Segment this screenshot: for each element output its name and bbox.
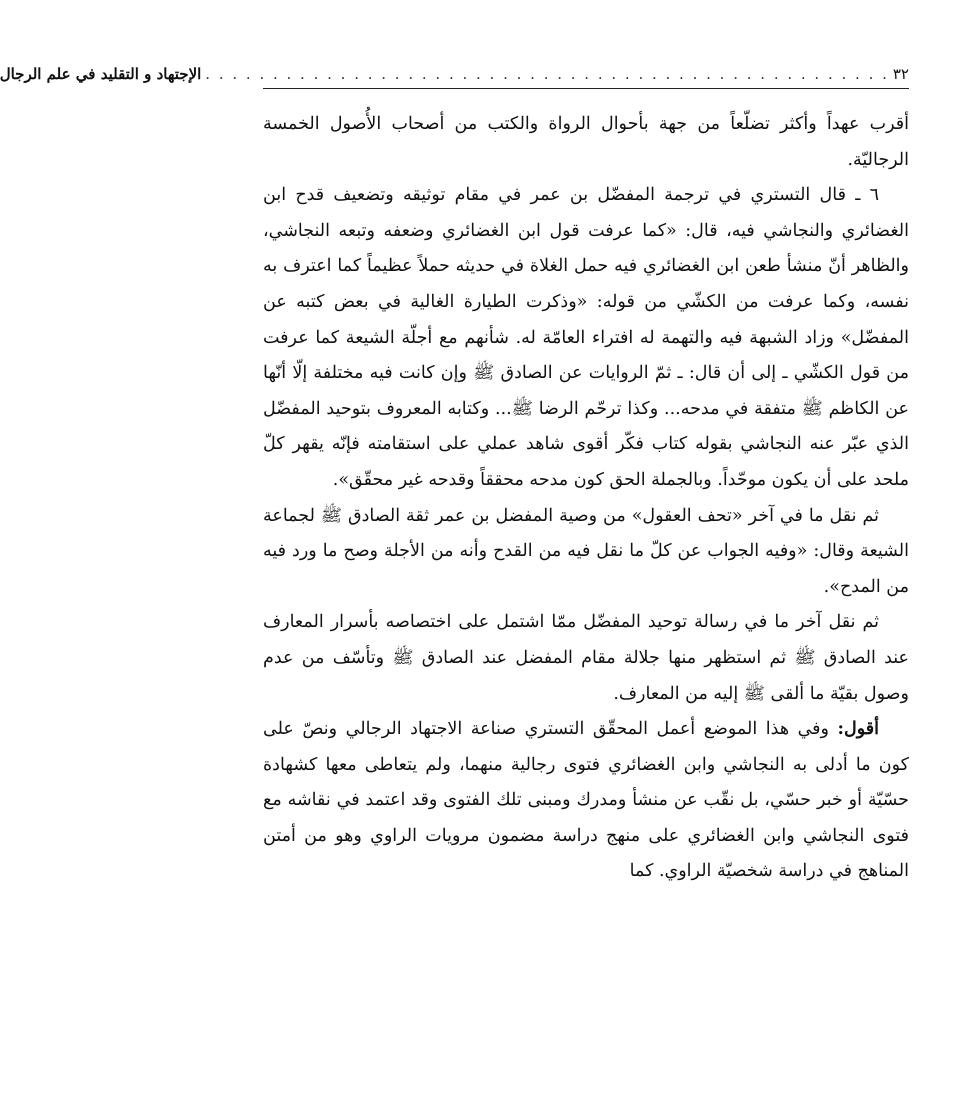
body-text [263, 107, 909, 890]
dot-leader: . . . . . . . . . . . . . . . . . . . . . . . . . . . . . . . . . . . . . . . . . . . . . . . . . . . [205, 65, 889, 83]
paragraph-tuhaf-al-uqul: ثم نقل ما في آخر «تحف العقول» من وصية المفضل بن عمر ثقة الصادق ﷺ لجماعة الشيعة وقال: «وفيه الجواب عن كلّ ما نقل فيه من القدح وأنه من الأجلة وصح ما ورد فيه من المدح». [263, 505, 909, 597]
header-title: الإجتهاد و التقليد في علم الرجال [0, 65, 202, 83]
paragraph-author-comment [263, 712, 909, 890]
comment-lead-word: أقول: [837, 719, 879, 740]
paragraph-continuation: أقرب عهداً وأكثر تضلّعاً من جهة بأحوال الرواة والكتب من أصحاب الأُصول الخمسة الرجاليّة. [263, 114, 909, 170]
document-page [0, 62, 909, 890]
paragraph-tawhid-risala: ثم نقل آخر ما في رسالة توحيد المفضّل ممّا اشتمل على اختصاصه بأسرار المعارف عند الصادق ﷺ ثم استظهر منها جلالة مقام المفضل عند الصادق ﷺ وتأسّف من عدم وصول بقيّة ما ألقى ﷺ إليه من المعارف. [263, 612, 909, 704]
page-number: ٣٢ [892, 65, 909, 83]
paragraph-item-6: ٦ ـ قال التستري في ترجمة المفضّل بن عمر في مقام توثيقه وتضعيف قدح ابن الغضائري والنجاشي فيه، قال: «كما عرفت قول ابن الغضائري وضعفه وتبعه النجاشي، والظاهر أنّ منشأ طعن ابن الغضائري فيه حمل الغلاة في حديثه حملاً عظيماً كما اعترف به نفسه، وكما عرفت من الكشّي من قوله: «وذكرت الطيارة الغالية في بعض كتبه عن المفضّل» وزاد الشبهة فيه والتهمة له افتراء العامّة له. شأنهم مع أجلّة الشيعة كما عرفت من قول الكشّي ـ إلى أن قال: ـ ثمّ الروايات عن الصادق ﷺ وإن كانت فيه مختلفة إلّا أنّها عن الكاظم ﷺ متفقة في مدحه... وكذا ترحّم الرضا ﷺ... وكتابه المعروف بتوحيد المفضّل الذي عبّر عنه النجاشي بقوله كتاب فكّر أقوى شاهد عملي على استقامته فإنّه يقهر كلّ ملحد على أن يكون موحّداً. وبالجملة الحق كون مدحه محققاً وقدحه غير محقّق». [263, 185, 909, 490]
running-header [0, 62, 909, 89]
comment-body: وفي هذا الموضع أعمل المحقّق التستري صناعة الاجتهاد الرجالي ونصّ على كون ما أدلى به النجاشي وابن الغضائري فتوى رجالية منهما، ولم يتعاطى معها كشهادة حسّيّة أو خبر حسّي، بل نقّب عن منشأ ومدرك ومبنى تلك الفتوى وقد اعتمد في نقاشه مع فتوى النجاشي وابن الغضائري على منهج دراسة مضمون مرويات الراوي وهو من أمتن المناهج في دراسة شخصيّة الراوي. كما [263, 719, 909, 882]
